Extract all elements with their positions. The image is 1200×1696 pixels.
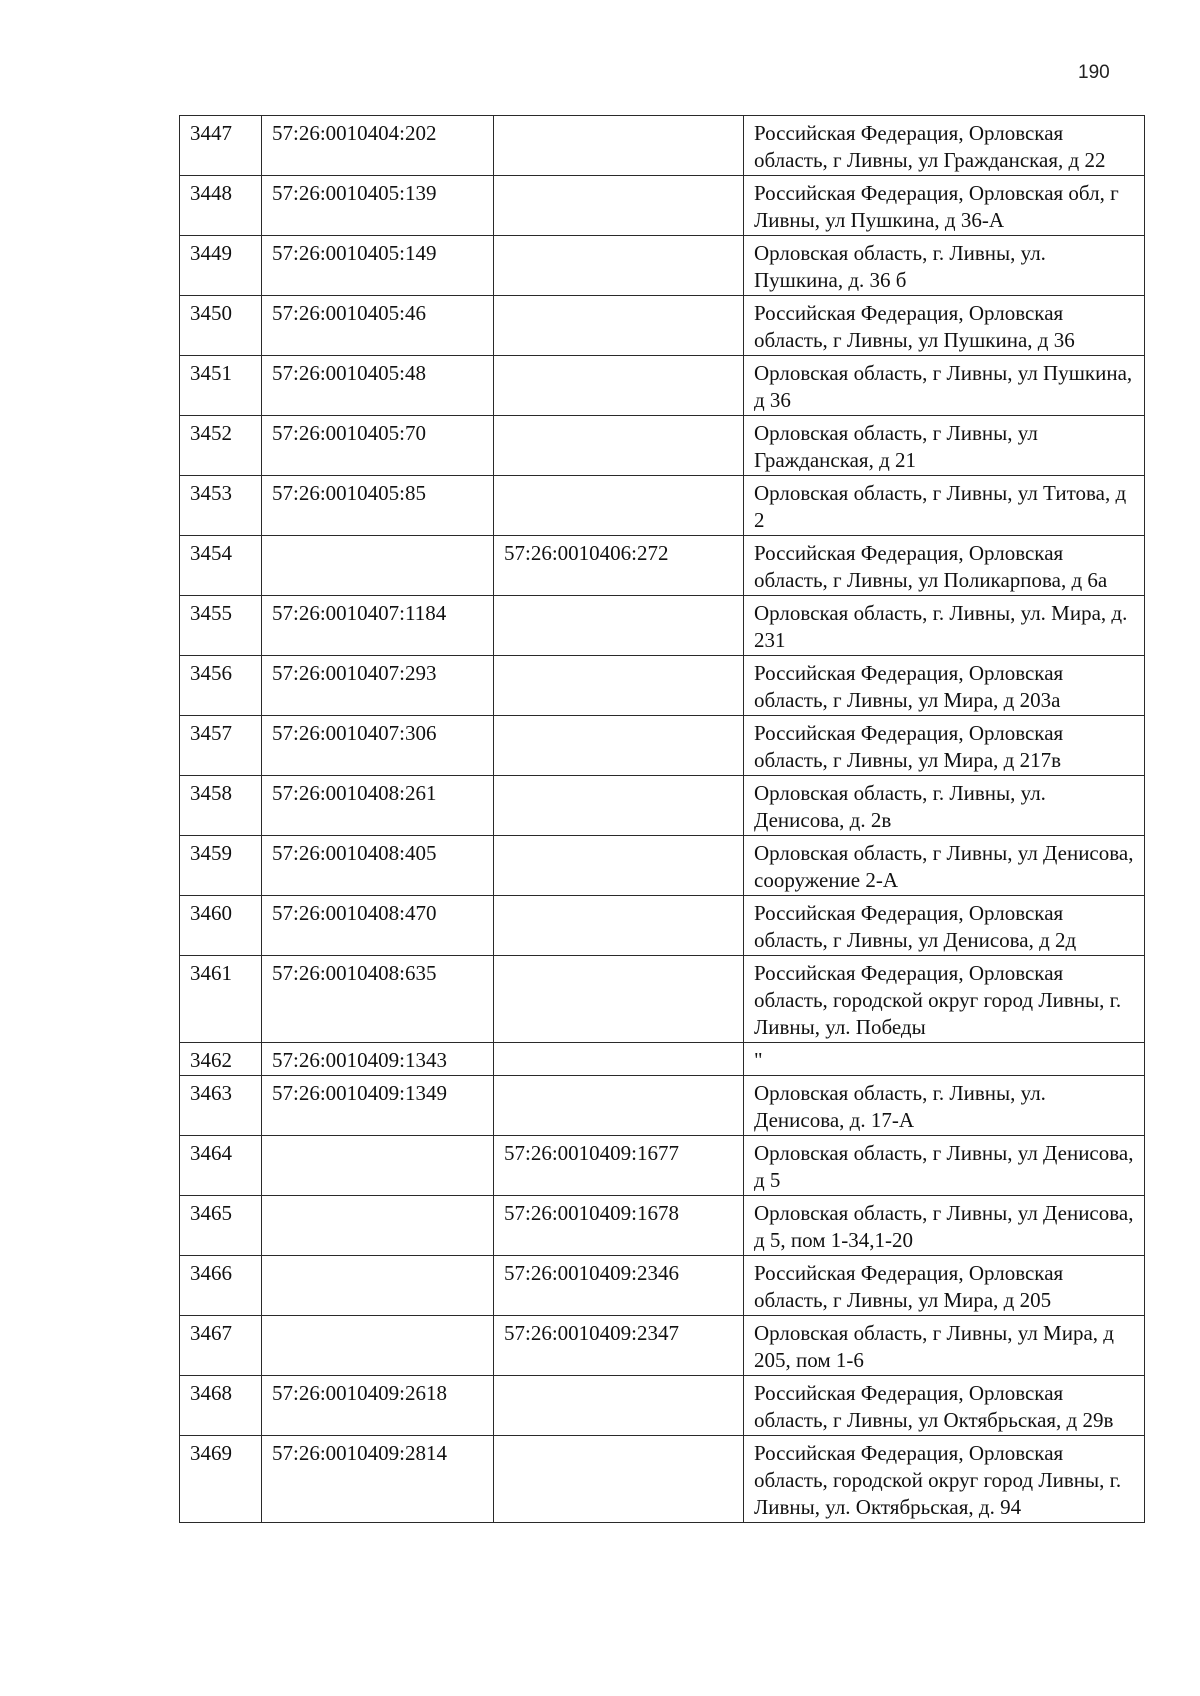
cadastral-number-cell: 57:26:0010405:85 <box>262 476 494 536</box>
parent-cadastral-number-cell <box>494 476 744 536</box>
row-number-cell: 3463 <box>180 1076 262 1136</box>
table-row <box>180 296 1145 356</box>
parent-cadastral-number-cell <box>494 1436 744 1523</box>
parent-cadastral-number-cell <box>494 356 744 416</box>
address-cell: Орловская область, г. Ливны, ул. Мира, д. 231 <box>744 596 1145 656</box>
parent-cadastral-number-cell <box>494 656 744 716</box>
cadastral-number-cell: 57:26:0010405:149 <box>262 236 494 296</box>
row-number-cell: 3453 <box>180 476 262 536</box>
cadastral-number-cell: 57:26:0010408:261 <box>262 776 494 836</box>
address-cell: Российская Федерация, Орловская область, г Ливны, ул Мира, д 205 <box>744 1256 1145 1316</box>
cadastral-number-cell: 57:26:0010408:405 <box>262 836 494 896</box>
row-number-cell: 3464 <box>180 1136 262 1196</box>
cadastral-number-cell <box>262 1136 494 1196</box>
registry-table-body <box>180 116 1145 1523</box>
row-number-cell: 3449 <box>180 236 262 296</box>
table-row <box>180 1316 1145 1376</box>
cadastral-number-cell: 57:26:0010409:1349 <box>262 1076 494 1136</box>
row-number-cell: 3468 <box>180 1376 262 1436</box>
row-number-cell: 3467 <box>180 1316 262 1376</box>
cadastral-number-cell <box>262 1256 494 1316</box>
parent-cadastral-number-cell <box>494 176 744 236</box>
cadastral-number-cell: 57:26:0010409:2618 <box>262 1376 494 1436</box>
parent-cadastral-number-cell: 57:26:0010406:272 <box>494 536 744 596</box>
cadastral-number-cell: 57:26:0010404:202 <box>262 116 494 176</box>
parent-cadastral-number-cell <box>494 1043 744 1076</box>
table-row <box>180 476 1145 536</box>
table-row <box>180 116 1145 176</box>
page-number: 190 <box>1078 62 1110 83</box>
parent-cadastral-number-cell <box>494 896 744 956</box>
row-number-cell: 3461 <box>180 956 262 1043</box>
address-cell: Орловская область, г. Ливны, ул. Денисова, д. 17-А <box>744 1076 1145 1136</box>
row-number-cell: 3456 <box>180 656 262 716</box>
row-number-cell: 3450 <box>180 296 262 356</box>
address-cell: Российская Федерация, Орловская область, г Ливны, ул Мира, д 217в <box>744 716 1145 776</box>
row-number-cell: 3448 <box>180 176 262 236</box>
address-cell: Орловская область, г Ливны, ул Гражданская, д 21 <box>744 416 1145 476</box>
row-number-cell: 3465 <box>180 1196 262 1256</box>
cadastral-number-cell: 57:26:0010405:46 <box>262 296 494 356</box>
row-number-cell: 3466 <box>180 1256 262 1316</box>
parent-cadastral-number-cell <box>494 596 744 656</box>
row-number-cell: 3458 <box>180 776 262 836</box>
cadastral-number-cell: 57:26:0010407:306 <box>262 716 494 776</box>
table-row <box>180 716 1145 776</box>
table-row <box>180 1136 1145 1196</box>
parent-cadastral-number-cell <box>494 296 744 356</box>
parent-cadastral-number-cell: 57:26:0010409:2346 <box>494 1256 744 1316</box>
address-cell: Орловская область, г Ливны, ул Денисова, сооружение 2-А <box>744 836 1145 896</box>
parent-cadastral-number-cell <box>494 1376 744 1436</box>
cadastral-number-cell: 57:26:0010407:1184 <box>262 596 494 656</box>
address-cell: Российская Федерация, Орловская область, городской округ город Ливны, г. Ливны, ул. Октябрьская, д. 94 <box>744 1436 1145 1523</box>
parent-cadastral-number-cell: 57:26:0010409:1677 <box>494 1136 744 1196</box>
row-number-cell: 3457 <box>180 716 262 776</box>
address-cell: Российская Федерация, Орловская область, г Ливны, ул Денисова, д 2д <box>744 896 1145 956</box>
cadastral-number-cell: 57:26:0010409:2814 <box>262 1436 494 1523</box>
table-row <box>180 956 1145 1043</box>
address-cell: Российская Федерация, Орловская область, г Ливны, ул Поликарпова, д 6а <box>744 536 1145 596</box>
row-number-cell: 3459 <box>180 836 262 896</box>
table-row <box>180 416 1145 476</box>
row-number-cell: 3454 <box>180 536 262 596</box>
address-cell: Орловская область, г. Ливны, ул. Пушкина, д. 36 б <box>744 236 1145 296</box>
table-row <box>180 896 1145 956</box>
row-number-cell: 3460 <box>180 896 262 956</box>
table-row <box>180 1376 1145 1436</box>
parent-cadastral-number-cell <box>494 1076 744 1136</box>
parent-cadastral-number-cell: 57:26:0010409:2347 <box>494 1316 744 1376</box>
address-cell: Российская Федерация, Орловская область, г Ливны, ул Гражданская, д 22 <box>744 116 1145 176</box>
cadastral-number-cell: 57:26:0010405:48 <box>262 356 494 416</box>
parent-cadastral-number-cell <box>494 956 744 1043</box>
parent-cadastral-number-cell <box>494 836 744 896</box>
address-cell: Орловская область, г Ливны, ул Титова, д 2 <box>744 476 1145 536</box>
table-row <box>180 1043 1145 1076</box>
cadastral-number-cell <box>262 1316 494 1376</box>
table-row <box>180 656 1145 716</box>
parent-cadastral-number-cell <box>494 416 744 476</box>
cadastral-number-cell <box>262 536 494 596</box>
table-row <box>180 536 1145 596</box>
cadastral-number-cell: 57:26:0010407:293 <box>262 656 494 716</box>
row-number-cell: 3447 <box>180 116 262 176</box>
table-row <box>180 236 1145 296</box>
address-cell: Орловская область, г Ливны, ул Денисова, д 5, пом 1-34,1-20 <box>744 1196 1145 1256</box>
row-number-cell: 3451 <box>180 356 262 416</box>
table-row <box>180 596 1145 656</box>
row-number-cell: 3455 <box>180 596 262 656</box>
cadastral-number-cell: 57:26:0010408:635 <box>262 956 494 1043</box>
address-cell: Российская Федерация, Орловская область, г Ливны, ул Октябрьская, д 29в <box>744 1376 1145 1436</box>
address-cell: Орловская область, г Ливны, ул Денисова, д 5 <box>744 1136 1145 1196</box>
table-row <box>180 776 1145 836</box>
row-number-cell: 3469 <box>180 1436 262 1523</box>
cadastral-number-cell: 57:26:0010409:1343 <box>262 1043 494 1076</box>
address-cell: " <box>744 1043 1145 1076</box>
parent-cadastral-number-cell: 57:26:0010409:1678 <box>494 1196 744 1256</box>
address-cell: Орловская область, г. Ливны, ул. Денисова, д. 2в <box>744 776 1145 836</box>
cadastral-number-cell: 57:26:0010405:139 <box>262 176 494 236</box>
row-number-cell: 3452 <box>180 416 262 476</box>
address-cell: Российская Федерация, Орловская обл, г Ливны, ул Пушкина, д 36-А <box>744 176 1145 236</box>
registry-table <box>179 115 1145 1523</box>
address-cell: Российская Федерация, Орловская область, городской округ город Ливны, г. Ливны, ул. Победы <box>744 956 1145 1043</box>
table-row <box>180 1076 1145 1136</box>
address-cell: Российская Федерация, Орловская область, г Ливны, ул Мира, д 203а <box>744 656 1145 716</box>
parent-cadastral-number-cell <box>494 116 744 176</box>
address-cell: Российская Федерация, Орловская область, г Ливны, ул Пушкина, д 36 <box>744 296 1145 356</box>
parent-cadastral-number-cell <box>494 716 744 776</box>
table-row <box>180 836 1145 896</box>
table-row <box>180 356 1145 416</box>
address-cell: Орловская область, г Ливны, ул Мира, д 205, пом 1-6 <box>744 1316 1145 1376</box>
table-row <box>180 176 1145 236</box>
cadastral-number-cell: 57:26:0010405:70 <box>262 416 494 476</box>
parent-cadastral-number-cell <box>494 236 744 296</box>
address-cell: Орловская область, г Ливны, ул Пушкина, д 36 <box>744 356 1145 416</box>
table-row <box>180 1196 1145 1256</box>
cadastral-number-cell <box>262 1196 494 1256</box>
cadastral-number-cell: 57:26:0010408:470 <box>262 896 494 956</box>
parent-cadastral-number-cell <box>494 776 744 836</box>
table-row <box>180 1256 1145 1316</box>
row-number-cell: 3462 <box>180 1043 262 1076</box>
table-row <box>180 1436 1145 1523</box>
